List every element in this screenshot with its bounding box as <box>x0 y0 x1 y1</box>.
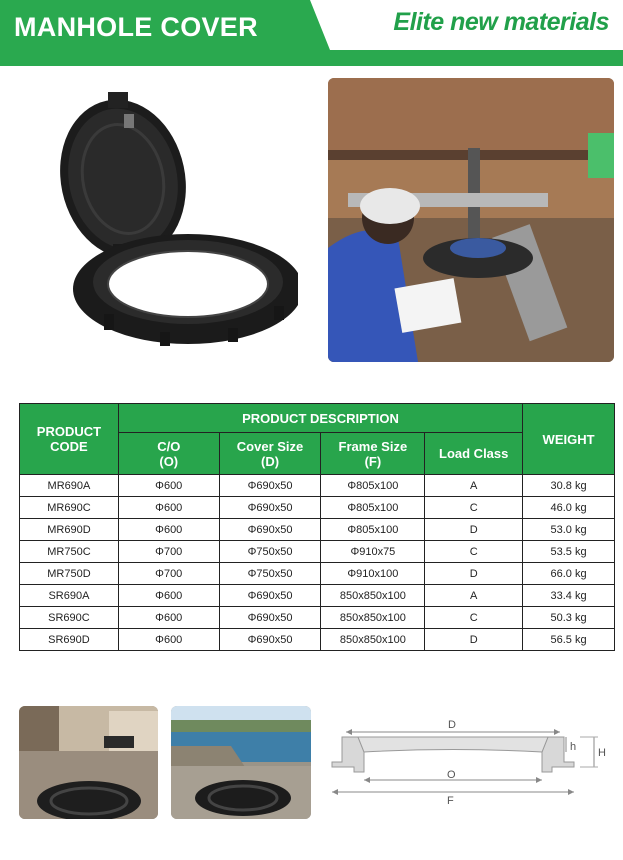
header-strip <box>0 50 623 66</box>
site-inspection-photo <box>328 78 614 362</box>
brand-logo-text: Elite new materials <box>393 8 609 36</box>
cell-weight: 50.3 kg <box>523 607 615 629</box>
cell-cover: Φ750x50 <box>219 563 321 585</box>
cell-co: Φ600 <box>118 519 219 541</box>
cell-load: D <box>425 563 523 585</box>
subheader-load-class: Load Class <box>425 433 523 475</box>
cell-cover: Φ690x50 <box>219 607 321 629</box>
header-weight: WEIGHT <box>523 404 615 475</box>
label-o: O <box>447 769 456 781</box>
page-title: MANHOLE COVER <box>14 12 258 42</box>
header-product-description: PRODUCT DESCRIPTION <box>118 404 522 433</box>
dimension-diagram <box>328 712 613 807</box>
cell-weight: 56.5 kg <box>523 629 615 651</box>
cell-co: Φ600 <box>118 497 219 519</box>
table-row <box>20 541 615 563</box>
cell-load: C <box>425 607 523 629</box>
cell-cover: Φ690x50 <box>219 585 321 607</box>
cell-co: Φ600 <box>118 585 219 607</box>
table-body <box>20 475 615 651</box>
subheader-frame-symbol: (F) <box>364 453 382 469</box>
cell-frame: Φ910x75 <box>321 541 425 563</box>
label-f: F <box>447 795 454 807</box>
cell-co: Φ600 <box>118 475 219 497</box>
cell-cover: Φ690x50 <box>219 629 321 651</box>
subheader-co-label: C/O <box>157 438 181 454</box>
title-band <box>0 0 330 50</box>
table-row <box>20 519 615 541</box>
subheader-cover-label: Cover Size <box>236 438 304 454</box>
subheader-cover-symbol: (D) <box>261 453 280 469</box>
subheader-co-symbol: (O) <box>159 453 179 469</box>
cell-co: Φ700 <box>118 541 219 563</box>
street-installation-photo <box>19 706 158 819</box>
cell-load: D <box>425 519 523 541</box>
subheader-frame-label: Frame Size <box>338 438 408 454</box>
cell-co: Φ600 <box>118 629 219 651</box>
cell-frame: Φ805x100 <box>321 519 425 541</box>
cell-code: SR690C <box>20 607 119 629</box>
subheader-cover-size <box>219 433 321 475</box>
label-h-big: H <box>598 747 606 759</box>
cell-cover: Φ690x50 <box>219 497 321 519</box>
header-product-code: PRODUCT CODE <box>20 404 119 475</box>
cell-frame: Φ805x100 <box>321 475 425 497</box>
cell-code: MR750C <box>20 541 119 563</box>
subheader-frame-size <box>321 433 425 475</box>
cell-frame: Φ805x100 <box>321 497 425 519</box>
cell-co: Φ600 <box>118 607 219 629</box>
cell-code: SR690D <box>20 629 119 651</box>
cell-frame: 850x850x100 <box>321 607 425 629</box>
coastal-installation-photo <box>171 706 311 819</box>
table-row <box>20 563 615 585</box>
table-row <box>20 629 615 651</box>
table-row <box>20 585 615 607</box>
cell-weight: 66.0 kg <box>523 563 615 585</box>
table-row <box>20 475 615 497</box>
spec-table <box>19 403 615 651</box>
cell-cover: Φ690x50 <box>219 475 321 497</box>
cell-code: MR690D <box>20 519 119 541</box>
cell-code: MR690C <box>20 497 119 519</box>
cell-weight: 53.0 kg <box>523 519 615 541</box>
cell-frame: 850x850x100 <box>321 585 425 607</box>
cell-cover: Φ750x50 <box>219 541 321 563</box>
table-header-row <box>20 404 615 433</box>
cell-frame: 850x850x100 <box>321 629 425 651</box>
product-photo <box>48 84 298 354</box>
cell-weight: 46.0 kg <box>523 497 615 519</box>
label-h-small: h <box>570 741 577 753</box>
cell-code: MR690A <box>20 475 119 497</box>
cell-frame: Φ910x100 <box>321 563 425 585</box>
cell-load: C <box>425 497 523 519</box>
cell-weight: 33.4 kg <box>523 585 615 607</box>
table-row <box>20 497 615 519</box>
cell-load: A <box>425 475 523 497</box>
subheader-co <box>118 433 219 475</box>
cell-weight: 53.5 kg <box>523 541 615 563</box>
label-d: D <box>448 719 456 731</box>
cell-co: Φ700 <box>118 563 219 585</box>
cell-load: C <box>425 541 523 563</box>
cell-cover: Φ690x50 <box>219 519 321 541</box>
cell-code: SR690A <box>20 585 119 607</box>
cell-weight: 30.8 kg <box>523 475 615 497</box>
header <box>0 0 623 66</box>
cell-load: D <box>425 629 523 651</box>
table-row <box>20 607 615 629</box>
cell-load: A <box>425 585 523 607</box>
cell-code: MR750D <box>20 563 119 585</box>
